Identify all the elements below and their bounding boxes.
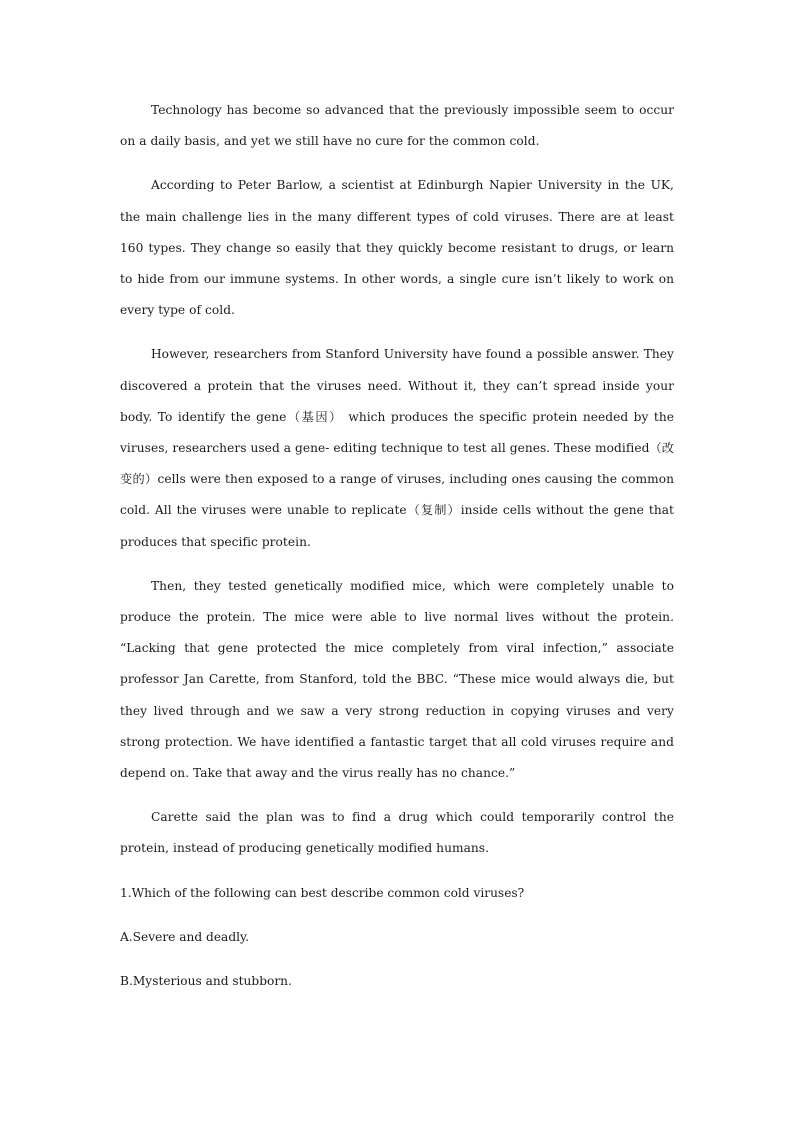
- option-a: A.Severe and deadly.: [120, 929, 250, 944]
- passage-paragraph-4: Then, they tested genetically modified mice, which were completely unable to produce the protein. The mice were able to live normal lives without the protein. “Lacking that gene protected the mice completely from viral infection,” associate professor Jan Carette, from Stanford, told the BBC. “These mice would always die, but they lived through and we saw a very strong reduction in copying viruses and very strong protection. We have identified a fantastic target that all cold viruses require and depend on. Take that away and the virus really has no chance.”: [120, 578, 674, 781]
- document-page: [120, 95, 674, 1010]
- passage-paragraph-3: However, researchers from Stanford University have found a possible answer. They discovered a protein that the viruses need. Without it, they can’t spread inside your body. To identify the gene（基因） which produces the specific protein needed by the viruses, researchers used a gene- editing technique to test all genes. These modified（改变的）cells were then exposed to a range of viruses, including ones causing the common cold. All the viruses were unable to replicate（复制）inside cells without the gene that produces that specific protein.: [120, 347, 674, 549]
- question-text: 1.Which of the following can best describe common cold viruses?: [120, 885, 525, 900]
- passage-paragraph-1: Technology has become so advanced that the previously impossible seem to occur on a daily basis, and yet we still have no cure for the common cold.: [120, 103, 674, 149]
- option-b: B.Mysterious and stubborn.: [120, 974, 292, 989]
- passage-paragraph-5: Carette said the plan was to find a drug which could temporarily control the protein, instead of producing genetically modified humans.: [120, 810, 674, 856]
- passage-paragraph-2: According to Peter Barlow, a scientist at Edinburgh Napier University in the UK, the main challenge lies in the many different types of cold viruses. There are at least 160 types. They change so easily that they quickly become resistant to drugs, or learn to hide from our immune systems. In other words, a single cure isn’t likely to work on every type of cold.: [120, 178, 674, 318]
